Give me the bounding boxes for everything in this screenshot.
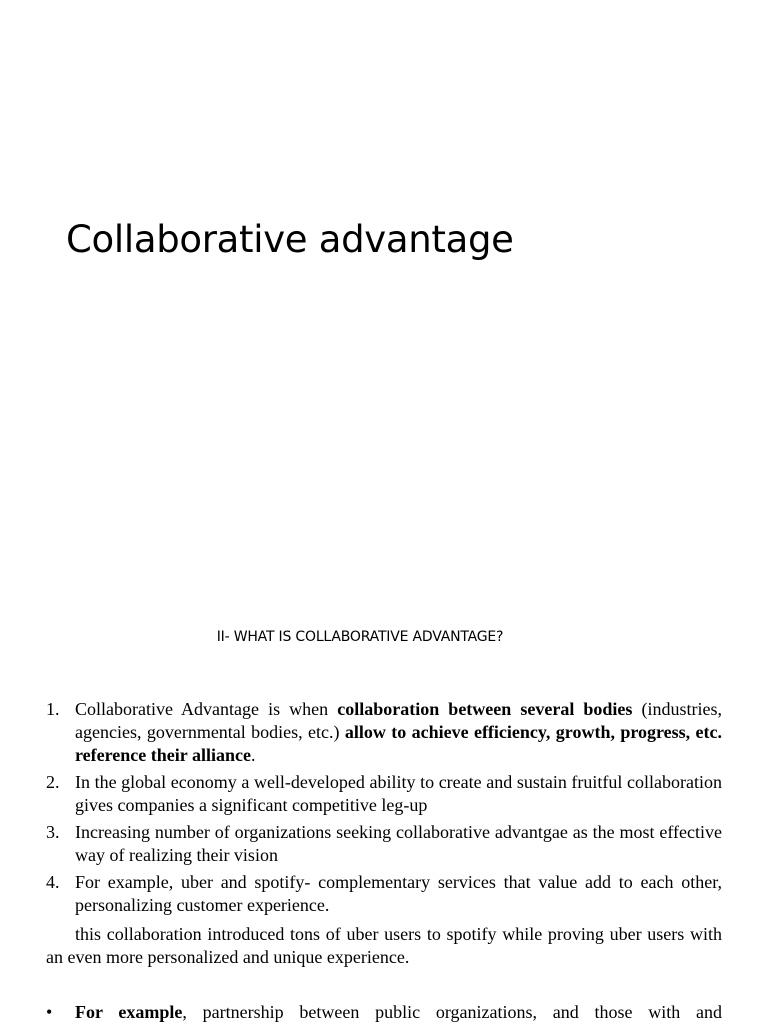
list-number: 4. — [46, 872, 60, 892]
list-number: 3. — [46, 822, 60, 842]
slide-title: Collaborative advantage — [66, 218, 514, 261]
item-text: . — [250, 745, 256, 765]
item-text: Collaborative Advantage is when — [75, 699, 338, 719]
item-text: (industries, agencies, governmental bodies, etc.) — [75, 699, 722, 742]
item-text: For example, uber and spotify- complementary services that value add to each other, personalizing customer experience. — [75, 872, 722, 915]
body-paragraph: this collaboration introduced tons of uber users to spotify while proving uber users with an even more personalized and unique experience. — [46, 924, 722, 967]
bullet-item — [46, 1001, 722, 1024]
list-number: 1. — [46, 699, 60, 719]
list-item — [46, 698, 722, 767]
item-text: In the global economy a well-developed ability to create and sustain fruitful collaboration gives companies a significant competitive leg-up — [75, 772, 722, 815]
bullet-text: , partnership between public organizations, and those with and — [182, 1002, 722, 1022]
item-text-bold: collaboration between several bodies — [337, 699, 633, 719]
list-number: 2. — [46, 772, 60, 792]
bullet-icon: • — [46, 1002, 53, 1022]
bullet-lead-bold: For example — [75, 1002, 183, 1022]
item-text: Increasing number of organizations seeking collaborative advantgae as the most effective way of realizing their vision — [75, 822, 722, 865]
list-item — [46, 871, 722, 917]
bullet-list — [46, 1001, 722, 1024]
item-text-bold: allow to achieve efficiency, growth, progress, etc. reference their alliance — [75, 722, 722, 765]
list-item — [46, 771, 722, 817]
numbered-list — [46, 698, 722, 921]
list-item — [46, 821, 722, 867]
section-heading: II- WHAT IS COLLABORATIVE ADVANTAGE? — [216, 629, 504, 645]
